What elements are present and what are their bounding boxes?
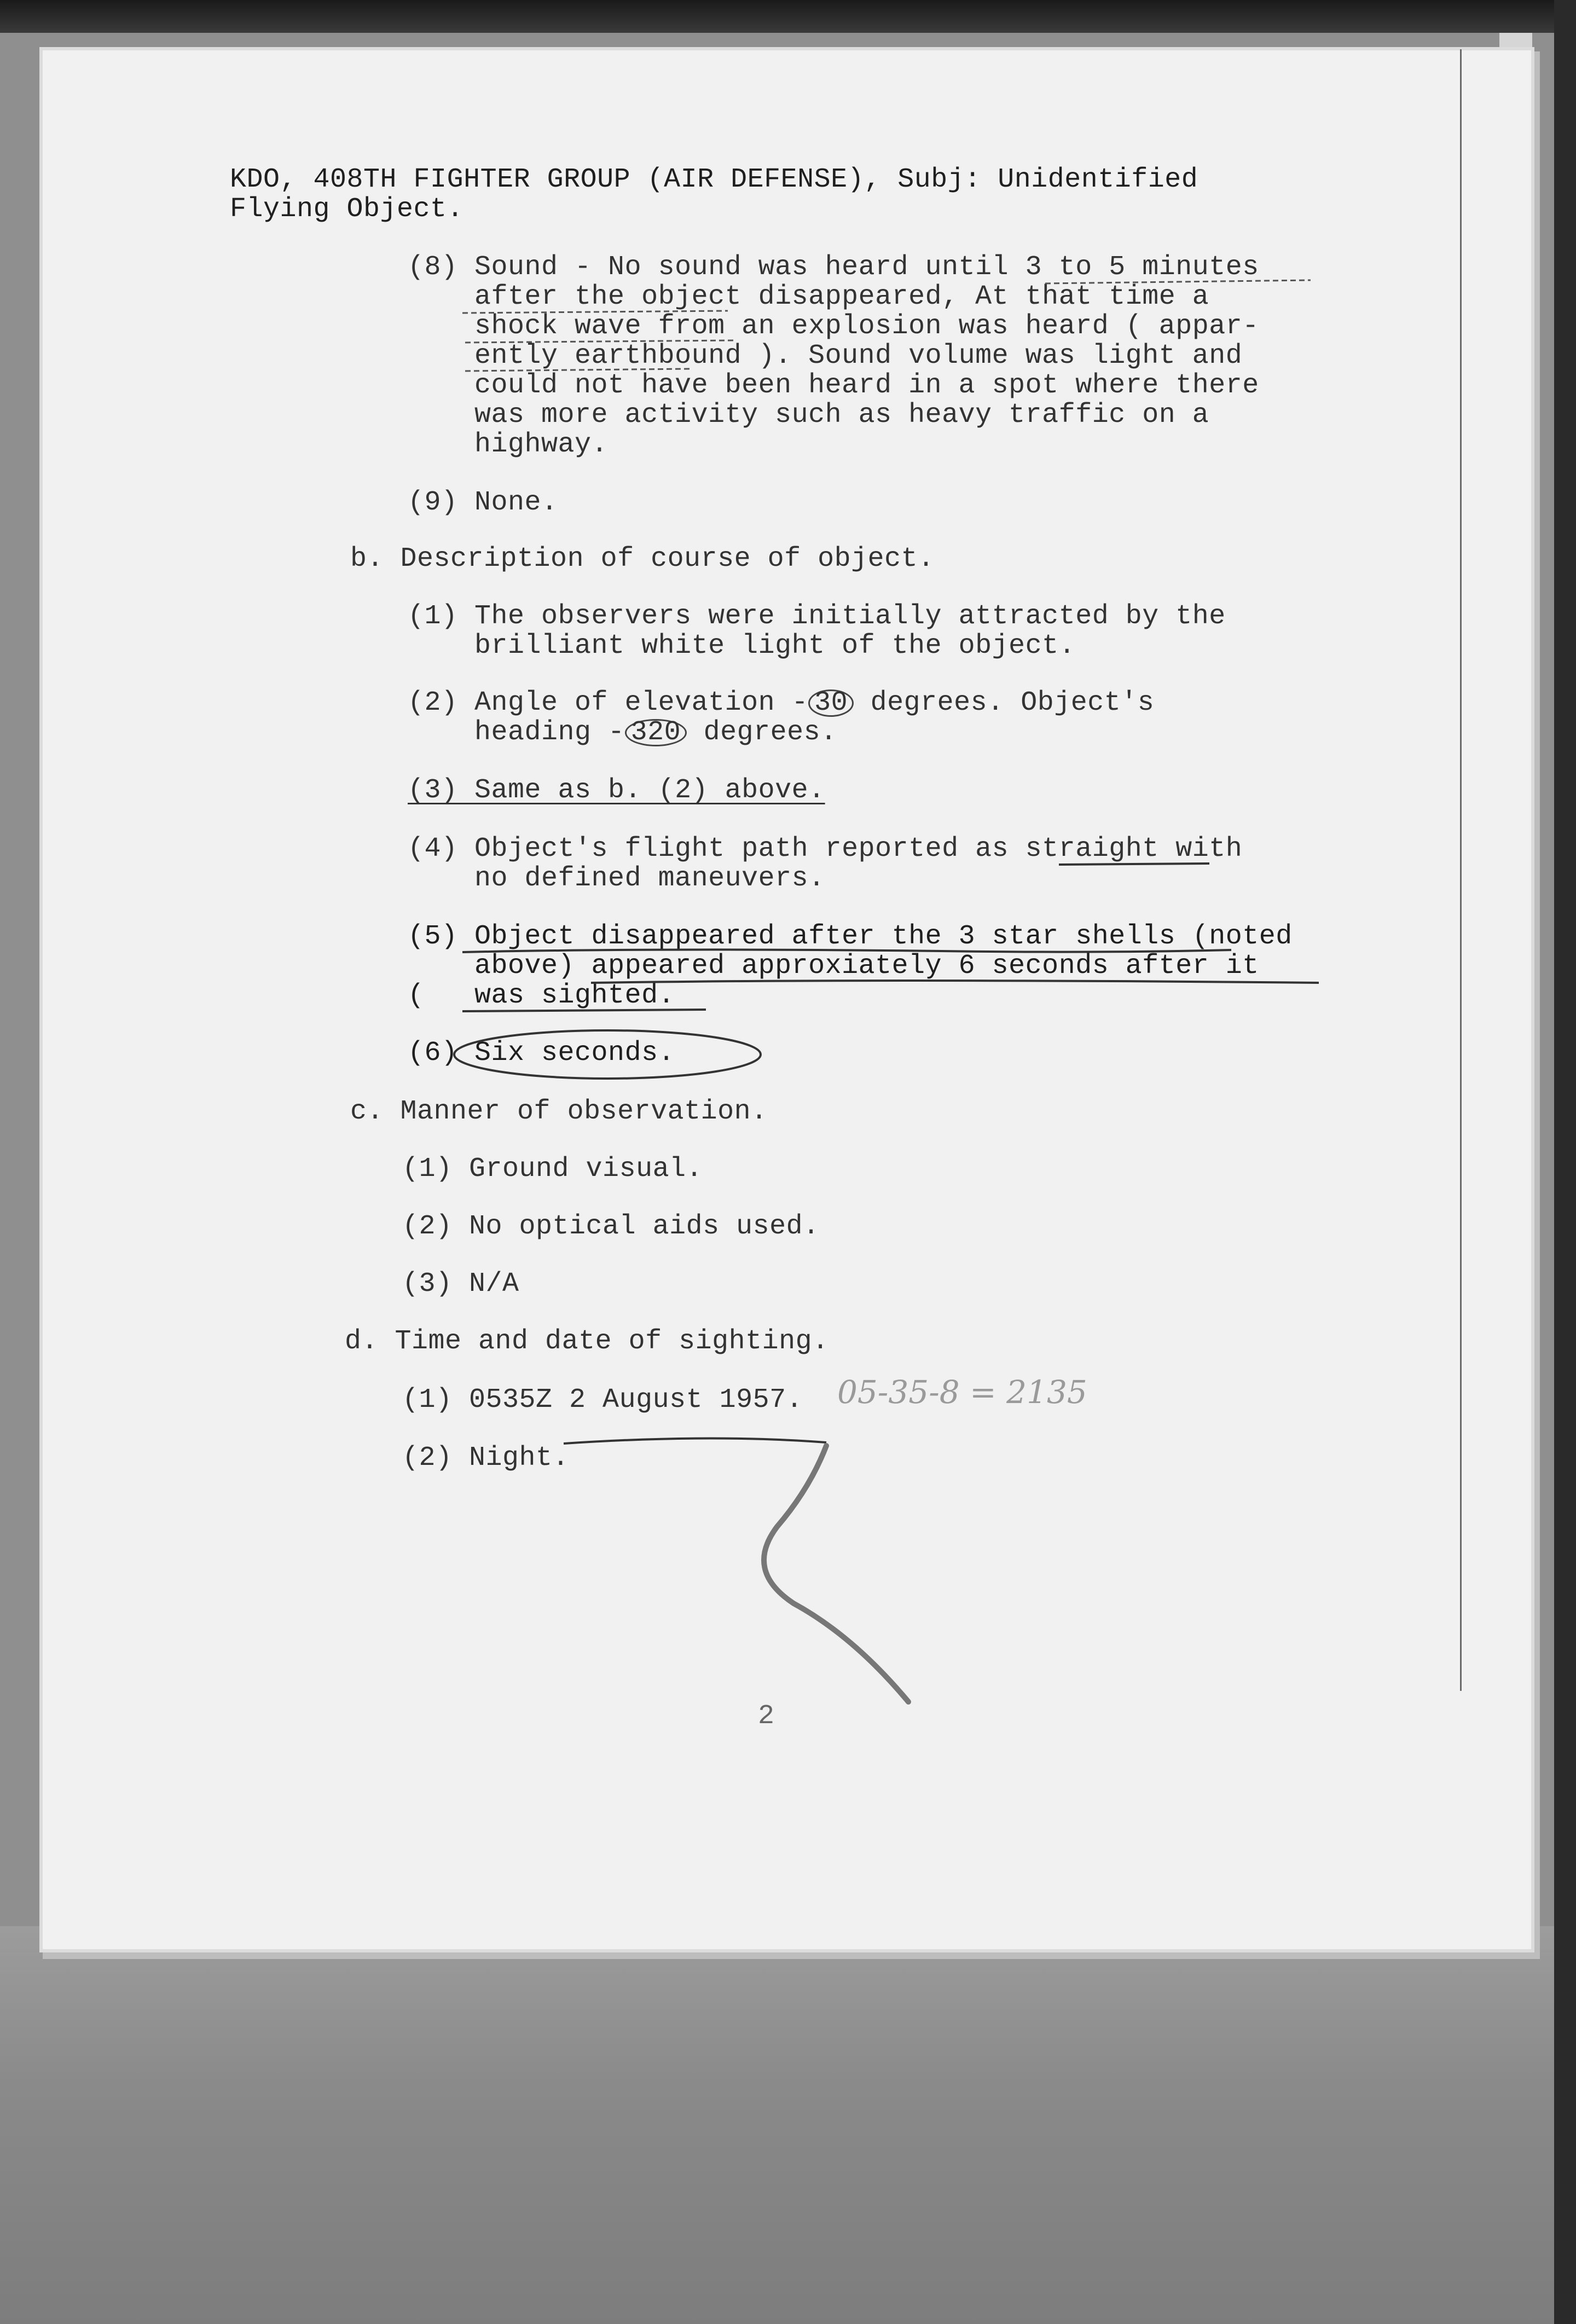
item-b5-line: (5) Object disappeared after the 3 star shells (noted bbox=[408, 921, 1293, 952]
item-b5-line: above) appeared approxiately 6 seconds after it bbox=[408, 951, 1259, 982]
item-b6: (6) Six seconds. bbox=[408, 1038, 675, 1069]
item-b2-text: (2) Angle of elevation - bbox=[408, 687, 809, 718]
handwritten-note: 05-35-8 = 2135 bbox=[837, 1373, 1087, 1411]
item-b5-line: ( was sighted. bbox=[408, 980, 675, 1011]
item-8-line: ently earthbound ). Sound volume was light and bbox=[408, 340, 1243, 372]
header-line-1: KDO, 408TH FIGHTER GROUP (AIR DEFENSE), Subj: Unidentified bbox=[230, 164, 1198, 195]
underline-earthbound bbox=[465, 369, 690, 371]
item-b1-line: (1) The observers were initially attracted by the bbox=[408, 601, 1226, 632]
item-b2-text: heading - bbox=[408, 717, 625, 748]
item-b3: (3) Same as b. (2) above. bbox=[408, 775, 825, 806]
solid-underlines bbox=[454, 863, 1319, 1444]
circle-six-seconds bbox=[454, 1030, 761, 1079]
underline-disappeared bbox=[462, 311, 728, 313]
underline-night bbox=[564, 1438, 826, 1444]
item-c3: (3) N/A bbox=[402, 1268, 519, 1300]
item-b1-line: brilliant white light of the object. bbox=[408, 630, 1076, 662]
dotted-underlines bbox=[462, 280, 1311, 371]
item-b2-text: degrees. bbox=[687, 717, 837, 748]
item-8-line: could not have been heard in a spot where there bbox=[408, 370, 1259, 401]
elevation-value: 30 bbox=[808, 689, 854, 717]
item-8-line: was more activity such as heavy traffic on a bbox=[408, 399, 1209, 431]
section-b-title: b. Description of course of object. bbox=[350, 543, 935, 575]
item-d2: (2) Night. bbox=[402, 1442, 570, 1474]
item-8-line: highway. bbox=[408, 429, 609, 460]
item-9: (9) None. bbox=[408, 487, 558, 518]
underline-b5-3 bbox=[462, 1010, 706, 1011]
item-8-line: (8) Sound - No sound was heard until 3 to 5 minutes bbox=[408, 252, 1259, 283]
underline-b5-1 bbox=[462, 949, 1231, 952]
section-d-title: d. Time and date of sighting. bbox=[345, 1326, 829, 1357]
item-b4-line: (4) Object's flight path reported as straight with bbox=[408, 833, 1243, 865]
item-b2-text: degrees. Object's bbox=[854, 687, 1155, 718]
heading-value: 320 bbox=[625, 719, 687, 746]
section-c-title: c. Manner of observation. bbox=[350, 1096, 768, 1127]
underline-b5-2 bbox=[591, 981, 1319, 983]
item-d1: (1) 0535Z 2 August 1957. bbox=[402, 1384, 803, 1416]
header-line-2: Flying Object. bbox=[230, 194, 464, 225]
item-8-line: after the object disappeared, At that time a bbox=[408, 281, 1209, 312]
item-b4-line: no defined maneuvers. bbox=[408, 863, 825, 894]
item-c1: (1) Ground visual. bbox=[402, 1154, 703, 1185]
underline-explosion bbox=[465, 340, 733, 343]
item-c2: (2) No optical aids used. bbox=[402, 1211, 820, 1242]
page-number: 2 bbox=[758, 1701, 775, 1732]
item-8-line: shock wave from an explosion was heard ( appar- bbox=[408, 311, 1259, 342]
pen-curve-mark bbox=[764, 1446, 908, 1702]
underline-straight bbox=[1059, 863, 1209, 865]
underline-minutes bbox=[1045, 280, 1311, 283]
